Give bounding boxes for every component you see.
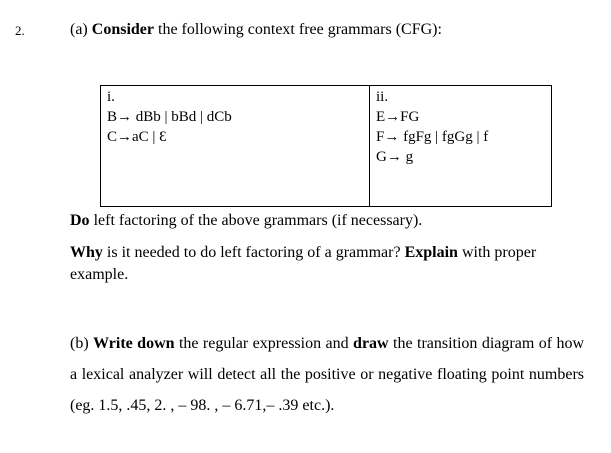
grammar-cell-2 [370,86,552,207]
grammar-2-rule: F→ fgFg | fgGg | f [376,129,489,145]
grammar-2-rule: E→FG [376,109,420,125]
why-bold: Why [70,244,103,261]
part-b-rest: the transition diagram of how a lexical analyzer will detect all the positive or negative floating point numbers (eg. 1.5, .45, 2. , – 98. , – 6.71,– .39 etc.). [70,335,585,414]
part-a-prefix: (a) [70,21,88,38]
explain-rest: with proper example. [70,244,537,283]
do-bold: Do [70,212,90,229]
grammar-2-label: ii. [376,89,389,105]
grammar-1-label: i. [107,89,115,105]
grammar-table [100,85,552,207]
do-rest: left factoring of the above grammars (if necessary). [93,212,423,229]
part-b-prefix: (b) [70,335,89,352]
part-b-paragraph [70,328,584,421]
grammar-cell-1 [101,86,370,207]
grammar-2-rule: G→ g [376,149,414,165]
part-a-rest: the following context free grammars (CFG): [158,21,442,38]
draw-bold: draw [353,335,389,352]
grammar-1-rule: C→aC | Ɛ [107,129,167,145]
write-down-bold: Write down [93,335,175,352]
part-b-mid: the regular expression and [178,335,349,352]
why-question [70,242,590,286]
question-number: 2. [15,23,25,38]
part-a-bold-verb: Consider [91,21,154,38]
part-a-heading [70,21,442,39]
left-factoring-instruction [70,210,590,232]
why-mid: is it needed to do left factoring of a grammar? [106,244,401,261]
grammar-1-rule: B→ dBb | bBd | dCb [107,109,232,125]
explain-bold: Explain [404,244,458,261]
